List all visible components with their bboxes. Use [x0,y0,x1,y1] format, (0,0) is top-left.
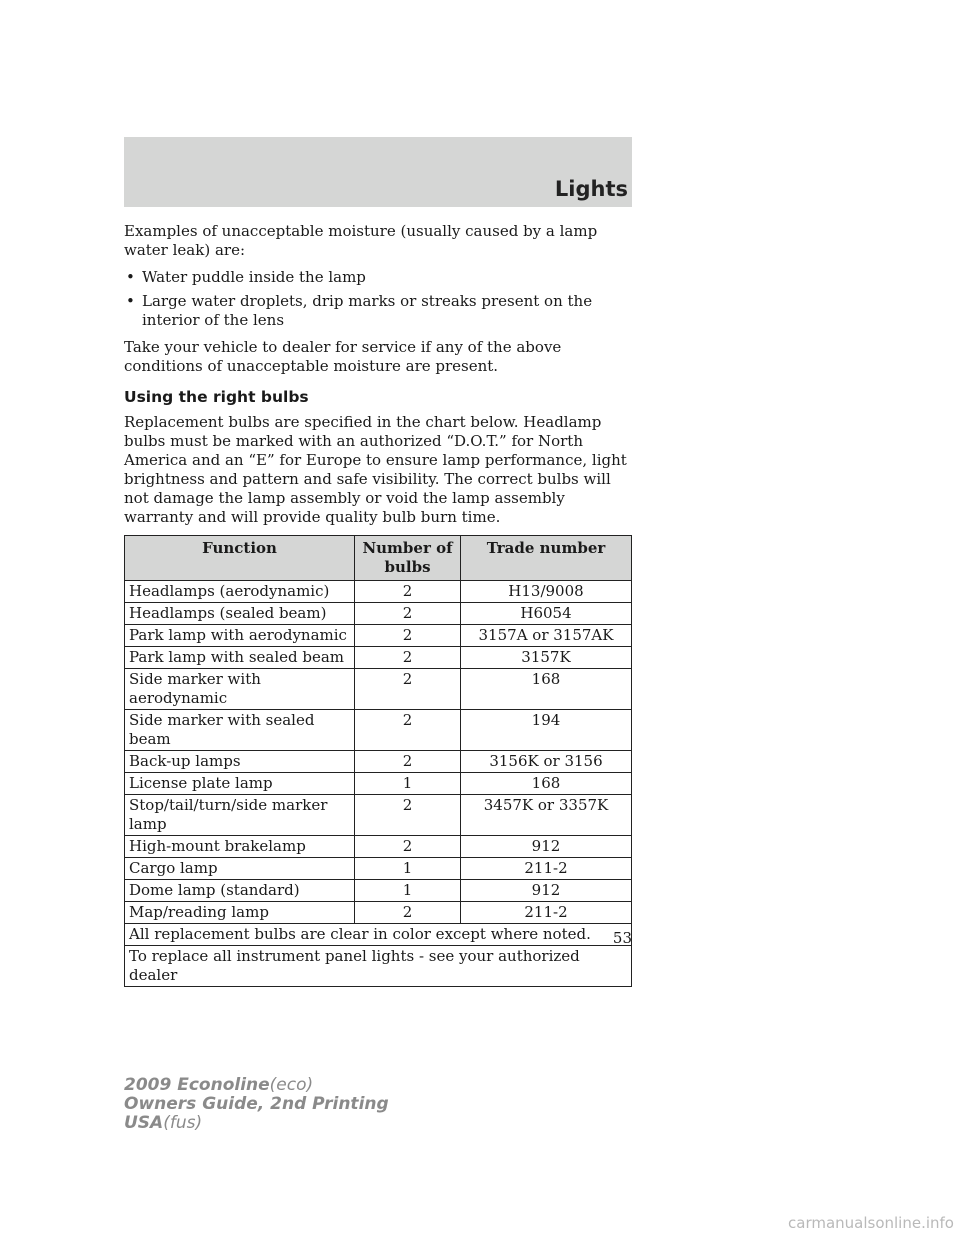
function-cell: Headlamps (aerodynamic) [125,581,355,603]
table-row [125,603,632,625]
bulb-count-cell: 1 [355,880,461,902]
table-row [125,880,632,902]
function-cell: Stop/tail/turn/side marker lamp [125,795,355,836]
bulb-count-cell: 2 [355,603,461,625]
trade-number-cell: 912 [461,880,632,902]
footer-market: USA [124,1113,164,1133]
trade-number-cell: 3457K or 3357K [461,795,632,836]
trade-number-cell: 3157A or 3157AK [461,625,632,647]
bulb-count-cell: 2 [355,710,461,751]
function-cell: High-mount brakelamp [125,836,355,858]
section-header-band [124,137,632,207]
function-cell: Back-up lamps [125,751,355,773]
function-cell: Park lamp with aerodynamic [125,625,355,647]
bulb-count-cell: 2 [355,902,461,924]
bulb-table [124,535,632,987]
bulb-count-cell: 2 [355,795,461,836]
bulb-count-cell: 2 [355,625,461,647]
trade-number-cell: 168 [461,669,632,710]
trade-number-cell: 211-2 [461,902,632,924]
column-header-function: Function [125,536,355,581]
intro-paragraph: Examples of unacceptable moisture (usually caused by a lamp water leak) are: [124,222,598,259]
table-row [125,836,632,858]
bulb-count-cell: 2 [355,751,461,773]
table-row [125,647,632,669]
table-row [125,625,632,647]
function-cell: Dome lamp (standard) [125,880,355,902]
section-title: Lights [554,177,628,201]
bulb-count-cell: 1 [355,858,461,880]
page-content [124,222,632,987]
trade-number-cell: 194 [461,710,632,751]
table-row [125,858,632,880]
bullet-text: Water puddle inside the lamp [142,268,366,286]
trade-number-cell: H6054 [461,603,632,625]
table-header-row [125,536,632,581]
table-note: All replacement bulbs are clear in color except where noted. [125,924,632,946]
function-cell: Side marker with sealed beam [125,710,355,751]
trade-number-cell: 912 [461,836,632,858]
document-footer [124,1076,389,1133]
table-note: To replace all instrument panel lights - see your authorized dealer [125,946,632,987]
trade-number-cell: H13/9008 [461,581,632,603]
table-row [125,773,632,795]
bulbs-paragraph: Replacement bulbs are specified in the chart below. Headlamp bulbs must be marked with an authorized “D.O.T.” for North America and an “E” for Europe to ensure lamp performance, light brightness and pattern and safe visibility. The correct bulbs will not damage the lamp assembly or void the lamp assembly warranty and will provide quality bulb burn time. [124,413,627,526]
watermark: carmanualsonline.info [788,1214,954,1232]
table-row [125,669,632,710]
table-row [125,902,632,924]
function-cell: Headlamps (sealed beam) [125,603,355,625]
footer-title: 2009 Econoline [124,1075,270,1095]
bullet-icon: • [126,292,135,310]
table-note-row [125,924,632,946]
table-note-row [125,946,632,987]
bullet-text: Large water droplets, drip marks or streaks present on the interior of the lens [142,292,593,329]
service-note: Take your vehicle to dealer for service if any of the above conditions of unacceptable moisture are present. [124,338,562,375]
footer-code: (eco) [269,1075,314,1095]
bulbs-heading: Using the right bulbs [124,388,309,406]
bulb-count-cell: 2 [355,581,461,603]
bulb-count-cell: 1 [355,773,461,795]
function-cell: License plate lamp [125,773,355,795]
footer-market-code: (fus) [163,1113,203,1133]
bulb-table-body [125,581,632,924]
table-row [125,751,632,773]
function-cell: Map/reading lamp [125,902,355,924]
function-cell: Side marker with aerodynamic [125,669,355,710]
table-row [125,710,632,751]
function-cell: Park lamp with sealed beam [125,647,355,669]
trade-number-cell: 168 [461,773,632,795]
trade-number-cell: 3156K or 3156 [461,751,632,773]
list-item [124,292,632,330]
column-header-number: Number of bulbs [355,536,461,581]
table-row [125,581,632,603]
page-number: 53 [612,929,632,947]
column-header-trade-number: Trade number [461,536,632,581]
trade-number-cell: 3157K [461,647,632,669]
bulb-count-cell: 2 [355,836,461,858]
footer-edition: Owners Guide, 2nd Printing [124,1094,389,1114]
table-row [125,795,632,836]
bulb-count-cell: 2 [355,647,461,669]
bulb-count-cell: 2 [355,669,461,710]
trade-number-cell: 211-2 [461,858,632,880]
bullet-icon: • [126,268,135,286]
list-item [124,268,632,287]
moisture-bullet-list [124,268,632,330]
function-cell: Cargo lamp [125,858,355,880]
